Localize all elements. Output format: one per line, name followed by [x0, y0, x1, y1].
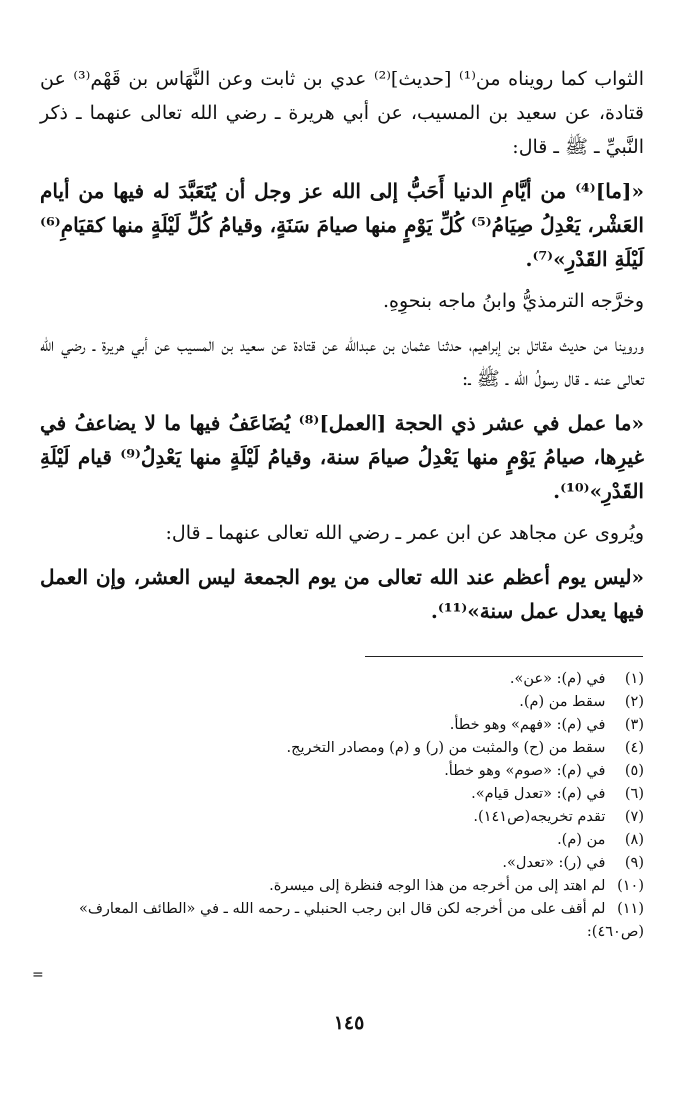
footnote-9: (٩) في (ر): «تعدل». [502, 855, 644, 871]
page-number: ١٤٥ [333, 1012, 365, 1034]
footnote-4: (٤) سقط من (ح) والمثبت من (ر) و (م) ومصادر التخريج. [286, 740, 644, 756]
footnote-divider [365, 656, 643, 657]
footnote-3: (٣) في (م): «فهم» وهو خطأ. [449, 717, 644, 733]
footnote-10: (١٠) لم اهتد إلى من أخرجه من هذا الوجه فنظرة إلى ميسرة. [269, 878, 644, 894]
paragraph-intro: الثواب كما رويناه من⁽¹⁾ [حديث]⁽²⁾ عدي بن ثابت وعن النَّهَاس بن قَهْم⁽³⁾ عن قتادة، عن سعيد بن المسيب، عن أبي هريرة ـ رضي الله تعالى عنهما ـ ذكر النَّبيِّ ـ ﷺ ـ قال: [40, 68, 644, 158]
footnotes [40, 668, 644, 944]
paragraph-takhrij: وخرَّجه الترمذيُّ وابنُ ماجه بنحوِهِ. [383, 290, 644, 312]
footnote-6: (٦) في (م): «تعدل قيام». [471, 786, 644, 802]
paragraph-mujahid: ويُروى عن مجاهد عن ابن عمر ـ رضي الله تعالى عنهما ـ قال: [165, 522, 644, 544]
hadith-quote-1: «[ما]⁽⁴⁾ من أيَّامِ الدنيا أَحَبُّ إلى الله عز وجل أن يُتَعَبَّدَ له فيها من أيام العَشْر، يَعْدِلُ صِيَامُ⁽⁵⁾ كُلِّ يَوْمٍ منها صيامَ سَنَةٍ، وقيامُ كُلِّ لَيْلَةٍ منها كقيَامِ⁽⁶⁾ لَيْلَةِ القَدْرِ»⁽⁷⁾. [40, 179, 644, 271]
footnote-11: (١١) لم أقف على من أخرجه لكن قال ابن رجب الحنبلي ـ رحمه الله ـ في «الطائف المعارف» (ص٤٦٠): [78, 901, 644, 940]
footnote-7: (٧) تقدم تخريجه(ص١٤١). [473, 809, 644, 825]
footnote-2: (٢) سقط من (م). [519, 694, 644, 710]
hadith-quote-3: «ليس يوم أعظم عند الله تعالى من يوم الجمعة ليس العشر، وإن العمل فيها يعدل عمل سنة»⁽¹¹⁾. [40, 565, 644, 623]
footnote-8: (٨) من (م). [557, 832, 644, 848]
continuation-mark: = [32, 967, 44, 983]
hadith-quote-2: «ما عمل في عشر ذي الحجة [العمل]⁽⁸⁾ يُضَاعَفُ فيها ما لا يضاعفُ في غيرِها، صيامُ يَوْمٍ منها يَعْدِلُ صيامَ سنة، وقيامُ لَيْلَةٍ منها يَعْدِلُ⁽⁹⁾ قيام لَيْلَةِ القَدْرِ»⁽¹⁰⁾. [40, 411, 644, 503]
footnote-1: (١) في (م): «عن». [509, 671, 644, 687]
paragraph-isnad: وروينا من حديث مقاتل بن إبراهيم، حدثنا عثمان بن عبدالله عن قتادة عن سعيد بن المسيب عن أبي هريرة ـ رضي الله تعالى عنه ـ قال رسولُ الله ـ ﷺ ـ: [40, 334, 644, 390]
main-text [40, 62, 644, 636]
footnote-5: (٥) في (م): «صوم» وهو خطأ. [444, 763, 644, 779]
